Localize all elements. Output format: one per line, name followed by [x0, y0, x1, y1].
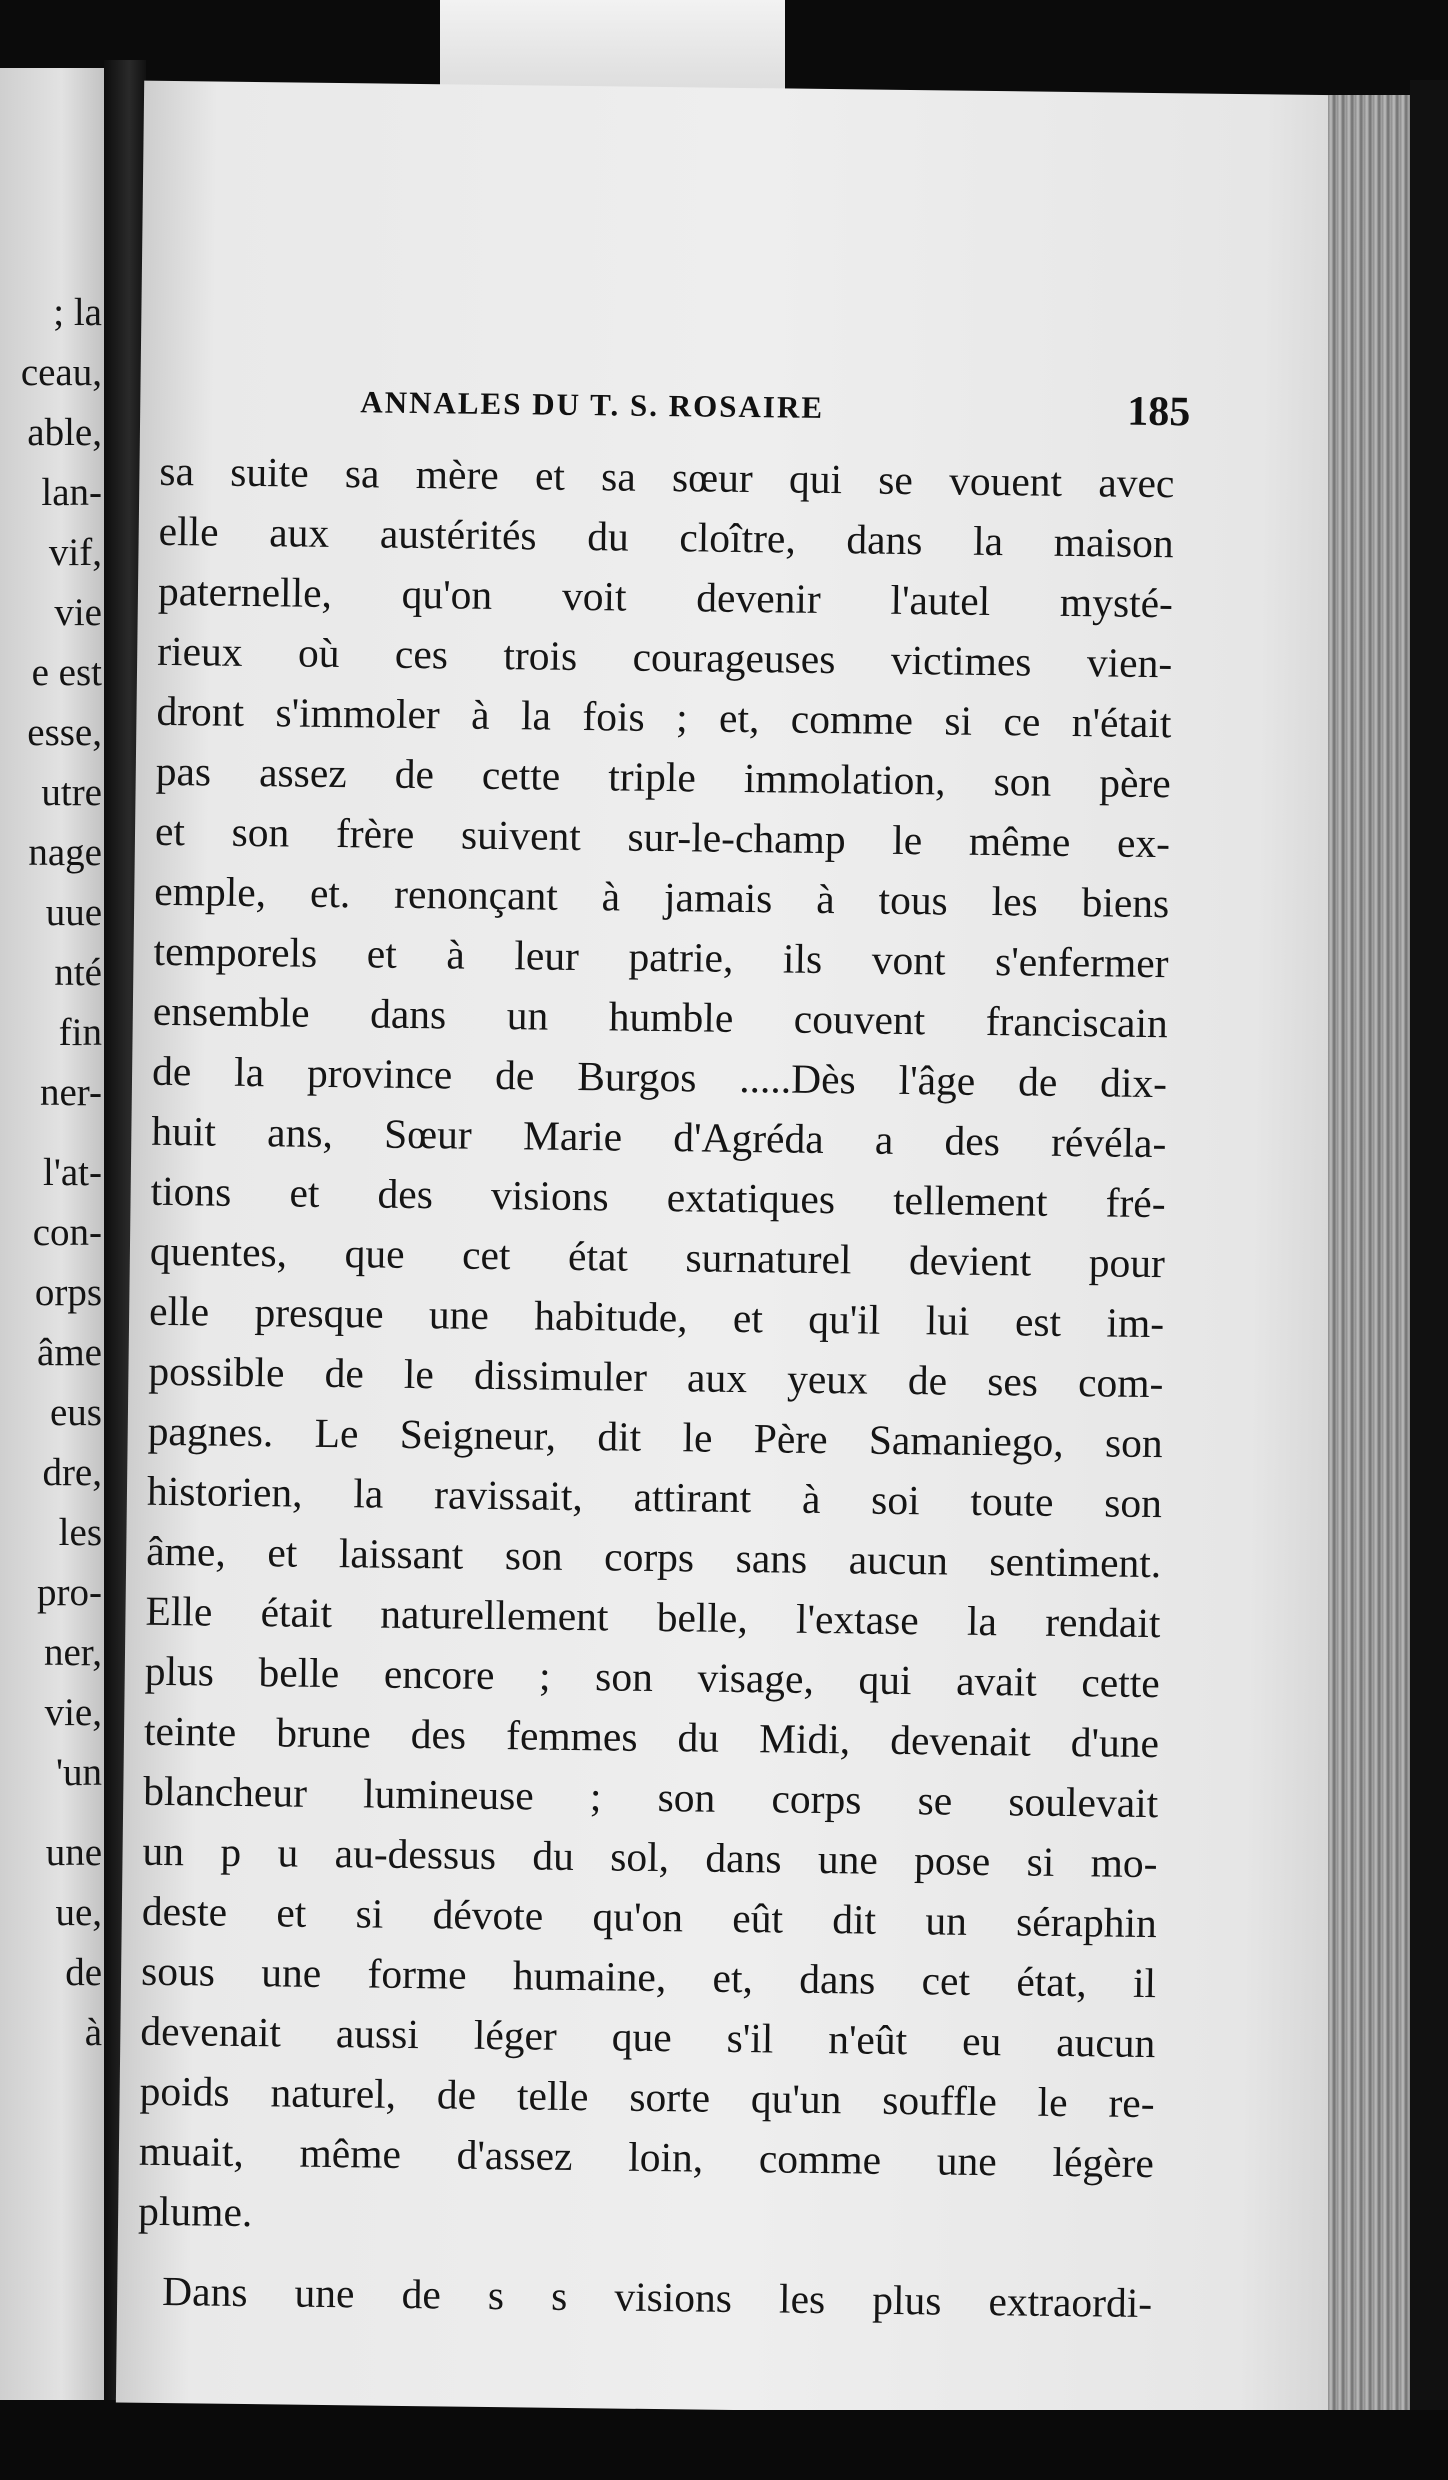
- text-line: Dans une de s s visions les plus extraordi-: [161, 2268, 1153, 2327]
- text-line: paternelle, qu'on voit devenir l'autel mysté-: [157, 567, 1174, 627]
- text-line: pagnes. Le Seigneur, dit le Père Samaniego, son: [147, 1407, 1163, 1467]
- text-line: devenait aussi léger que s'il n'eût eu aucun: [140, 2007, 1156, 2067]
- page-185: [116, 81, 1364, 2418]
- text-line: deste et si dévote qu'on eût dit un séraphin: [141, 1887, 1158, 1947]
- left-page-fragment: able,: [27, 411, 102, 454]
- left-page-fragment: âme: [37, 1331, 102, 1374]
- left-page-fragment: vie: [54, 591, 102, 634]
- text-line: tions et des visions extatiques tellement fré-: [150, 1167, 1166, 1227]
- body-text: [137, 441, 1175, 2333]
- left-page-fragment: nage: [28, 831, 102, 874]
- left-page-fragment: pro-: [37, 1571, 102, 1614]
- left-page-fragment: esse,: [27, 711, 102, 754]
- text-line: de la province de Burgos .....Dès l'âge de dix-: [151, 1047, 1168, 1107]
- text-line: quentes, que cet état surnaturel devient pour: [149, 1227, 1166, 1287]
- text-line: âme, et laissant son corps sans aucun sentiment.: [145, 1527, 1162, 1587]
- running-title: ANNALES DU T. S. ROSAIRE: [360, 384, 825, 425]
- left-page-fragment: vif,: [48, 531, 102, 574]
- page-edges: [1328, 95, 1418, 2425]
- text-line: historien, la ravissait, attirant à soi toute son: [146, 1467, 1163, 1527]
- left-page-fragment: ner-: [39, 1071, 102, 1114]
- left-page-fragment: à: [84, 2011, 102, 2054]
- left-page-fragment: ; la: [53, 291, 102, 334]
- text-line: dront s'immoler à la fois ; et, comme si ce n'était: [156, 687, 1172, 747]
- left-page-fragment: les: [58, 1511, 102, 1554]
- left-page-fragment: orps: [34, 1271, 102, 1314]
- text-line: poids naturel, de telle sorte qu'un souffle le re-: [139, 2067, 1155, 2127]
- left-page-fragment: ner,: [44, 1631, 102, 1674]
- left-page-fragment: 'un: [55, 1751, 102, 1794]
- left-page-fragment: ue,: [55, 1891, 102, 1934]
- text-line: plus belle encore ; son visage, qui avait cette: [144, 1647, 1161, 1707]
- left-page-cropped: [0, 68, 112, 2400]
- left-page-fragment: nté: [54, 951, 102, 994]
- text-line: emple, et. renonçant à jamais à tous les biens: [154, 867, 1170, 927]
- left-page-fragment: uue: [45, 891, 102, 934]
- text-line: ensemble dans un humble couvent franciscain: [152, 987, 1169, 1047]
- left-page-fragment: eus: [50, 1391, 102, 1434]
- left-page-fragment: utre: [41, 771, 102, 814]
- running-head: [140, 376, 1361, 441]
- text-line: pas assez de cette triple immolation, son père: [155, 747, 1172, 807]
- book-edge-shadow: [1410, 80, 1448, 2480]
- text-line: elle aux austérités du cloître, dans la maison: [158, 507, 1174, 567]
- left-page-fragment: de: [65, 1951, 102, 1994]
- page-number: 185: [1126, 388, 1191, 436]
- text-line: et son frère suivent sur-le-champ le même ex-: [154, 807, 1171, 867]
- left-page-fragment: lan-: [41, 471, 102, 514]
- text-line: temporels et à leur patrie, ils vont s'enfermer: [153, 927, 1169, 987]
- paper-slip: [440, 0, 785, 95]
- left-page-fragment: dre,: [42, 1451, 102, 1494]
- text-line: teinte brune des femmes du Midi, devenait d'une: [143, 1707, 1160, 1767]
- left-page-fragment: une: [45, 1831, 102, 1874]
- text-line: un p u au-dessus du sol, dans une pose si mo-: [142, 1827, 1158, 1887]
- text-line: sous une forme humaine, et, dans cet état, il: [140, 1947, 1157, 2007]
- text-line: possible de le dissimuler aux yeux de ses com-: [148, 1347, 1164, 1407]
- text-line: rieux où ces trois courageuses victimes vien-: [156, 627, 1173, 687]
- text-line: Elle était naturellement belle, l'extase la rendait: [145, 1587, 1161, 1647]
- left-page-fragment: fin: [58, 1011, 102, 1054]
- text-line: blancheur lumineuse ; son corps se soulevait: [143, 1767, 1159, 1827]
- left-page-fragment: e est: [31, 651, 102, 694]
- text-line: elle presque une habitude, et qu'il lui est im-: [148, 1287, 1165, 1347]
- text-line: sa suite sa mère et sa sœur qui se vouent avec: [159, 447, 1175, 507]
- bottom-shadow: [0, 2410, 1448, 2480]
- left-page-fragment: con-: [32, 1211, 102, 1254]
- text-line: plume.: [137, 2187, 253, 2236]
- left-page-fragment: ceau,: [20, 351, 102, 394]
- text-line: huit ans, Sœur Marie d'Agréda a des révéla-: [151, 1107, 1167, 1167]
- text-line: muait, même d'assez loin, comme une légère: [138, 2127, 1155, 2187]
- left-page-fragment: vie,: [44, 1691, 102, 1734]
- left-page-fragment: l'at-: [43, 1151, 102, 1194]
